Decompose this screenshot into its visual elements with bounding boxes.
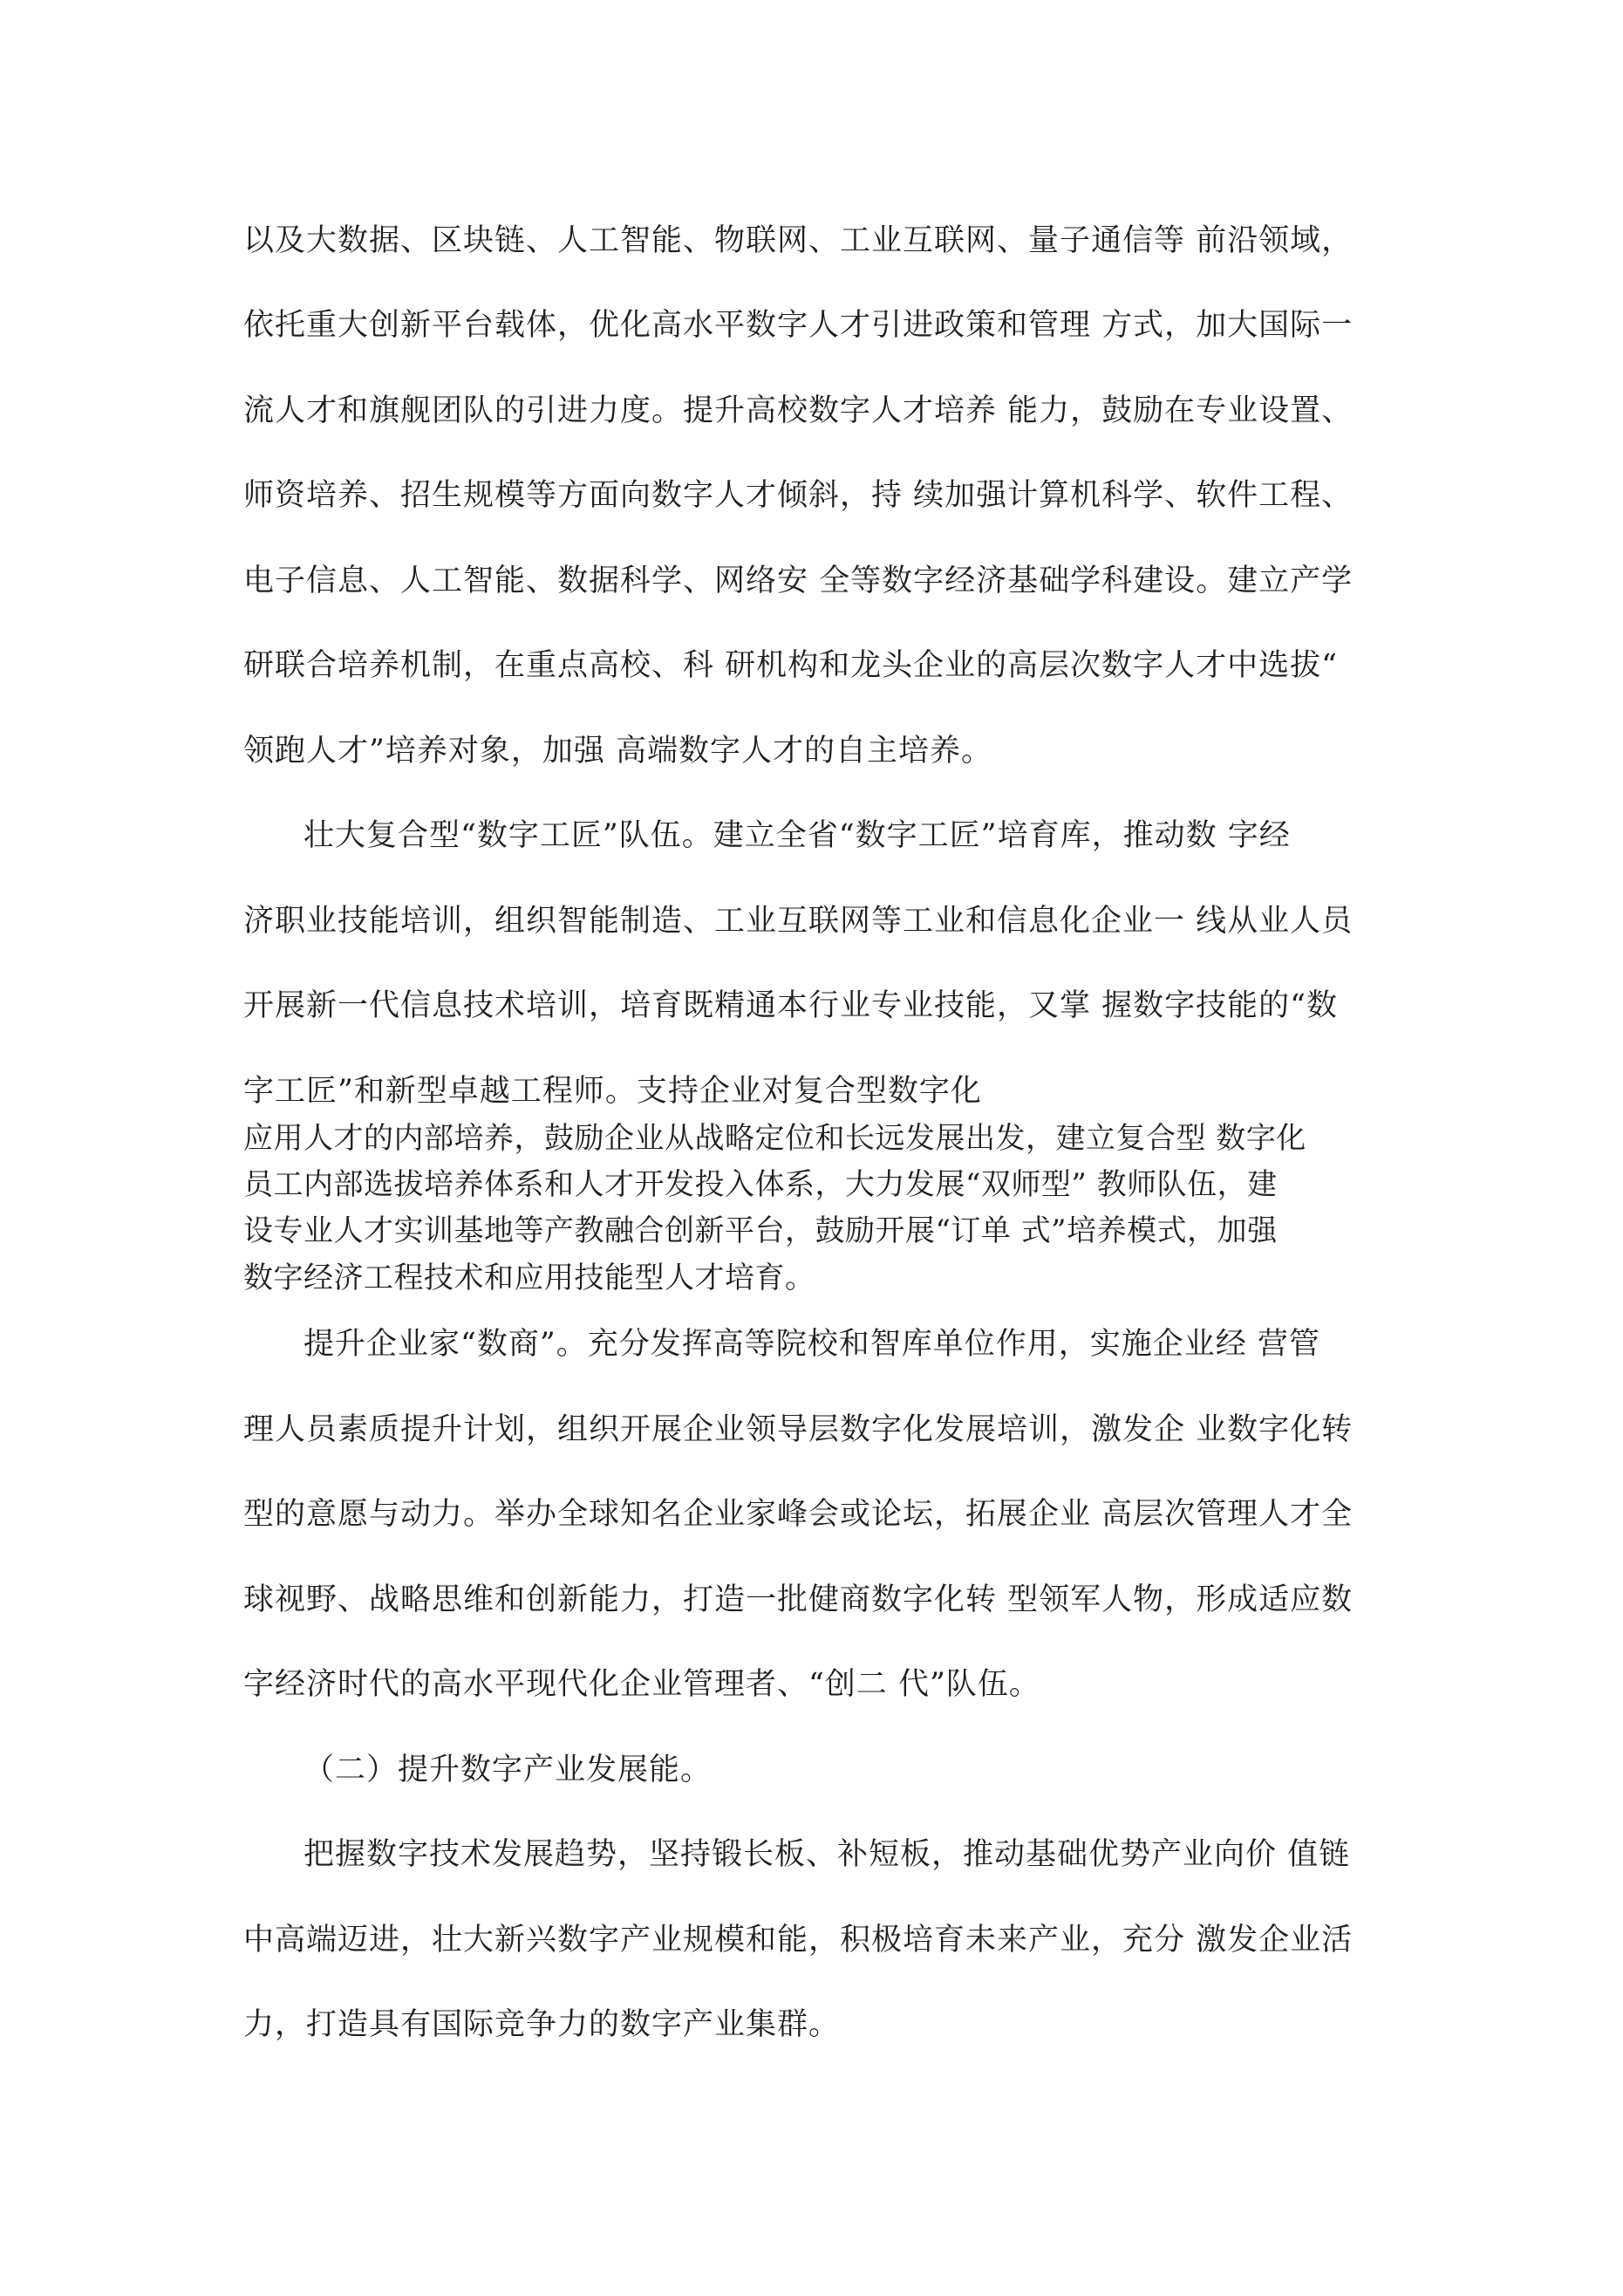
- text-line: 师资培养、招生规模等方面向数字人才倾斜，持 续加强计算机科学、软件工程、: [243, 478, 1354, 513]
- text-line: 型的意愿与动力。举办全球知名企业家峰会或论坛，拓展企业 高层次管理人才全: [243, 1497, 1354, 1532]
- text-line: 球视野、战略思维和创新能力，打造一批健商数字化转 型领军人物，形成适应数: [243, 1582, 1354, 1617]
- text-line: 流人才和旗舰团队的引进力度。提升高校数字人才培养 能力，鼓励在专业设置、: [243, 393, 1354, 428]
- section-heading: （二）提升数字产业发展能。: [303, 1753, 713, 1787]
- text-line: 电子信息、人工智能、数据科学、网络安 全等数字经济基础学科建设。建立产学: [243, 564, 1354, 598]
- text-line: 领跑人才”培养对象，加强 高端数字人才的自主培养。: [243, 734, 993, 769]
- text-line: 壮大复合型“数字工匠”队伍。建立全省“数字工匠”培育库，推动数 字经: [303, 818, 1291, 853]
- text-line: 把握数字技术发展趋势，坚持锻长板、补短板，推动基础优势产业向价 值链: [303, 1837, 1351, 1872]
- text-line: 数字经济工程技术和应用技能型人才培育。: [243, 1261, 815, 1295]
- text-line: 依托重大创新平台载体，优化高水平数字人才引进政策和管理 方式，加大国际一: [243, 308, 1354, 343]
- text-line: 济职业技能培训，组织智能制造、工业互联网等工业和信息化企业一 线从业人员: [243, 904, 1354, 939]
- text-line: 提升企业家“数商”。充分发挥高等院校和智库单位作用，实施企业经 营管: [303, 1327, 1320, 1362]
- text-line: 研联合培养机制，在重点高校、科 研机构和龙头企业的高层次数字人才中选拔“: [243, 648, 1339, 683]
- text-line: 员工内部选拔培养体系和人才开发投入体系，大力发展“双师型” 教师队伍，建: [243, 1167, 1278, 1202]
- text-line: 理人员素质提升计划，组织开展企业领导层数字化发展培训，激发企 业数字化转: [243, 1412, 1354, 1447]
- text-line: 力，打造具有国际竞争力的数字产业集群。: [243, 2007, 841, 2042]
- text-line: 设专业人才实训基地等产教融合创新平台，鼓励开展“订单 式”培养模式，加强: [243, 1213, 1278, 1248]
- text-line: 字工匠”和新型卓越工程师。支持企业对复合型数字化: [243, 1074, 982, 1109]
- text-line: 开展新一代信息技术培训，培育既精通本行业专业技能，又掌 握数字技能的“数: [243, 988, 1339, 1023]
- text-line: 应用人才的内部培养，鼓励企业从战略定位和长远发展出发，建立复合型 数字化: [243, 1121, 1306, 1156]
- text-line: 以及大数据、区块链、人工智能、物联网、工业互联网、量子通信等 前沿领域，: [243, 223, 1354, 258]
- text-line: 中高端迈进，壮大新兴数字产业规模和能，积极培育未来产业，充分 激发企业活: [243, 1923, 1354, 1958]
- text-line: 字经济时代的高水平现代化企业管理者、“创二 代”队伍。: [243, 1667, 1040, 1702]
